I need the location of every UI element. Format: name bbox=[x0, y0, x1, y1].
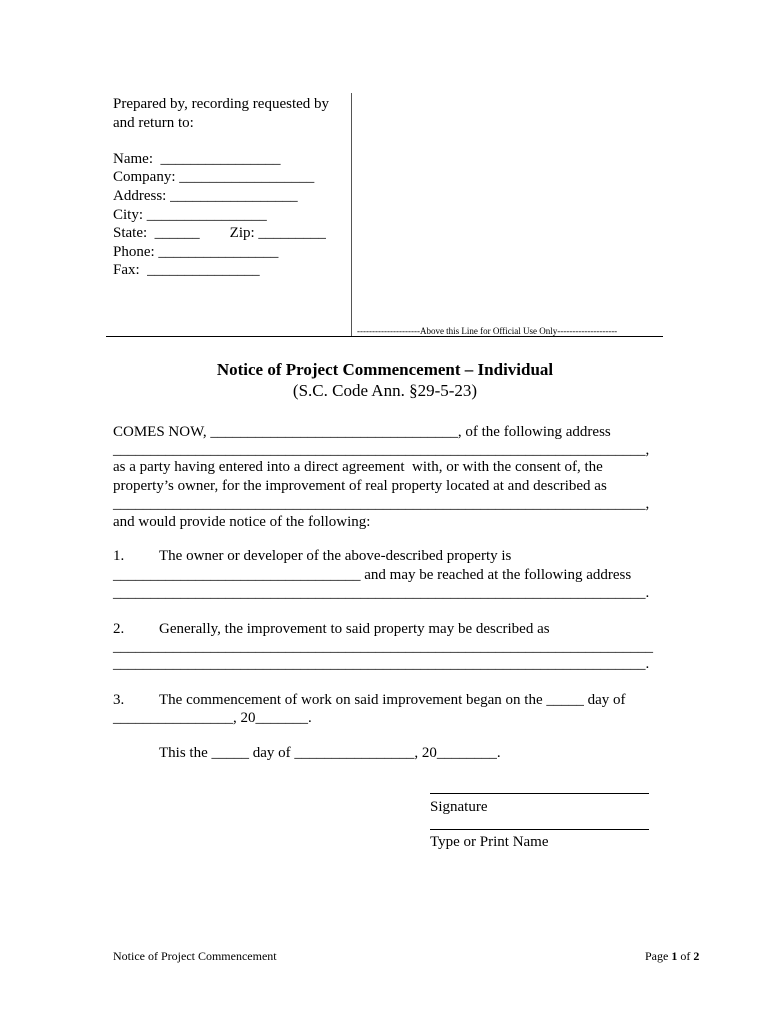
prepared-by-line2: and return to: bbox=[113, 115, 194, 131]
item-2-number: 2. bbox=[113, 621, 125, 637]
page-title: Notice of Project Commencement – Individual bbox=[216, 360, 554, 379]
state-zip-field[interactable]: State: ______ Zip: _________ bbox=[113, 225, 326, 241]
page-prefix: Page bbox=[645, 949, 672, 963]
company-field[interactable]: Company: __________________ bbox=[113, 169, 315, 185]
page-current: 1 bbox=[671, 949, 678, 963]
footer-page-number bbox=[645, 949, 699, 963]
property-blank-line[interactable]: _______________________________________________________________________, bbox=[113, 496, 650, 512]
party-text-line1: as a party having entered into a direct agreement with, or with the consent of, the bbox=[113, 459, 603, 475]
comes-now-line[interactable]: COMES NOW, _________________________________, of the following address bbox=[113, 424, 611, 440]
fax-field[interactable]: Fax: _______________ bbox=[113, 262, 260, 278]
page-subtitle: (S.C. Code Ann. §29-5-23) bbox=[292, 381, 478, 400]
item-2-description-line1[interactable]: ________________________________________________________________________ bbox=[113, 639, 653, 655]
print-name-label: Type or Print Name bbox=[430, 834, 549, 850]
party-text-line2: property’s owner, for the improvement of real property located at and described as bbox=[113, 478, 607, 494]
item-3-date-line[interactable]: ________________, 20_______. bbox=[113, 710, 312, 726]
signature-label: Signature bbox=[430, 799, 488, 815]
prepared-by-line1: Prepared by, recording requested by bbox=[113, 96, 330, 112]
this-the-date-line[interactable]: This the _____ day of ________________, 20________. bbox=[159, 745, 501, 761]
name-field[interactable]: Name: ________________ bbox=[113, 151, 281, 167]
item-1-text: The owner or developer of the above-described property is bbox=[159, 548, 512, 564]
city-field[interactable]: City: ________________ bbox=[113, 207, 267, 223]
header-vertical-divider bbox=[351, 93, 352, 337]
page-of: of bbox=[677, 949, 694, 963]
address-blank-line[interactable]: _______________________________________________________________________, bbox=[113, 442, 650, 458]
print-name-line[interactable] bbox=[430, 829, 649, 830]
item-2-text: Generally, the improvement to said property may be described as bbox=[159, 621, 550, 637]
official-use-notice: ---------------------Above this Line for Official Use Only-------------------- bbox=[357, 326, 618, 336]
item-1-address-line[interactable]: _______________________________________________________________________. bbox=[113, 585, 650, 601]
item-2-description-line2[interactable]: _______________________________________________________________________. bbox=[113, 656, 650, 672]
footer-document-title: Notice of Project Commencement bbox=[113, 949, 277, 963]
item-1-number: 1. bbox=[113, 548, 125, 564]
signature-line[interactable] bbox=[430, 793, 649, 794]
item-1-owner-line[interactable]: _________________________________ and may be reached at the following address bbox=[113, 567, 632, 583]
item-3-number: 3. bbox=[113, 692, 125, 708]
item-3-text[interactable]: The commencement of work on said improvement began on the _____ day of bbox=[159, 692, 626, 708]
address-field[interactable]: Address: _________________ bbox=[113, 188, 298, 204]
phone-field[interactable]: Phone: ________________ bbox=[113, 244, 279, 260]
page-total: 2 bbox=[693, 949, 700, 963]
notice-intro: and would provide notice of the following: bbox=[113, 514, 371, 530]
